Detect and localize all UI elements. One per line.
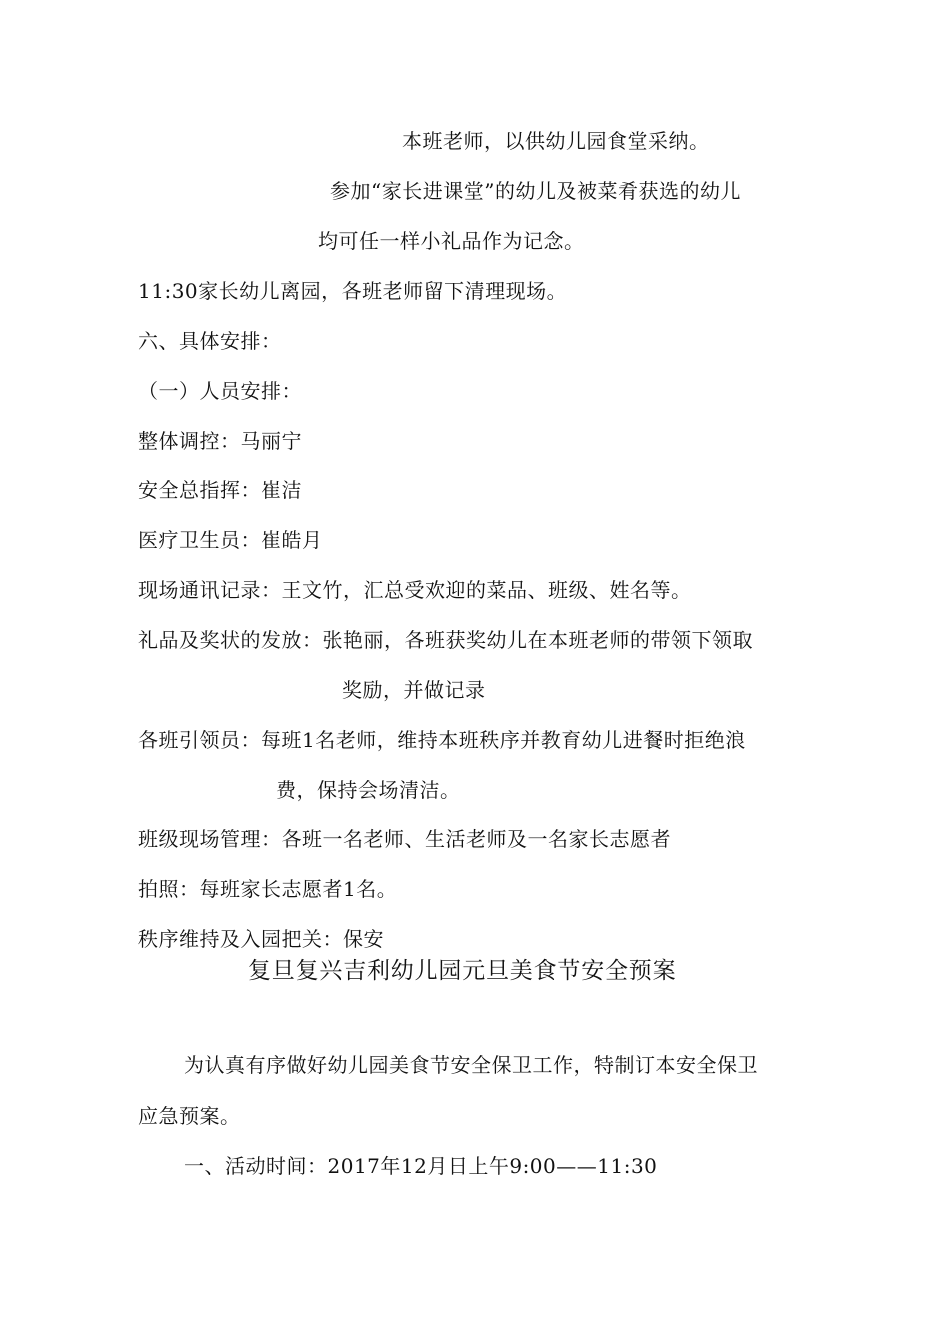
intro-paragraph-line: 应急预案。	[138, 1104, 241, 1128]
document-title: 复旦复兴吉利幼儿园元旦美食节安全预案	[248, 958, 677, 984]
subsection-heading: （一）人员安排：	[138, 379, 302, 403]
staff-line: 医疗卫生员：崔皓月	[138, 528, 323, 552]
text-line: 11:30家长幼儿离园，各班老师留下清理现场。	[138, 279, 568, 303]
staff-line: 整体调控：马丽宁	[138, 429, 302, 453]
staff-line: 拍照：每班家长志愿者1名。	[138, 877, 398, 901]
staff-line: 班级现场管理：各班一名老师、生活老师及一名家长志愿者	[138, 827, 671, 851]
staff-line-continued: 费，保持会场清洁。	[276, 778, 461, 802]
staff-line: 安全总指挥：崔洁	[138, 478, 302, 502]
activity-time: 一、活动时间：2017年12月日上午9:00——11:30	[184, 1154, 658, 1178]
section-heading: 六、具体安排：	[138, 329, 282, 353]
text-line: 均可任一样小礼品作为记念。	[318, 229, 585, 253]
staff-line: 现场通讯记录：王文竹，汇总受欢迎的菜品、班级、姓名等。	[138, 578, 692, 602]
text-line: 参加“家长进课堂”的幼儿及被菜肴获选的幼儿	[330, 179, 741, 203]
staff-line: 各班引领员：每班1名老师，维持本班秩序并教育幼儿进餐时拒绝浪	[138, 728, 746, 752]
intro-paragraph-line: 为认真有序做好幼儿园美食节安全保卫工作，特制订本安全保卫	[184, 1053, 758, 1077]
text-line: 本班老师，以供幼儿园食堂采纳。	[402, 129, 710, 153]
staff-line: 秩序维持及入园把关：保安	[138, 927, 384, 951]
staff-line-continued: 奖励，并做记录	[342, 678, 486, 702]
staff-line: 礼品及奖状的发放：张艳丽，各班获奖幼儿在本班老师的带领下领取	[138, 628, 753, 652]
